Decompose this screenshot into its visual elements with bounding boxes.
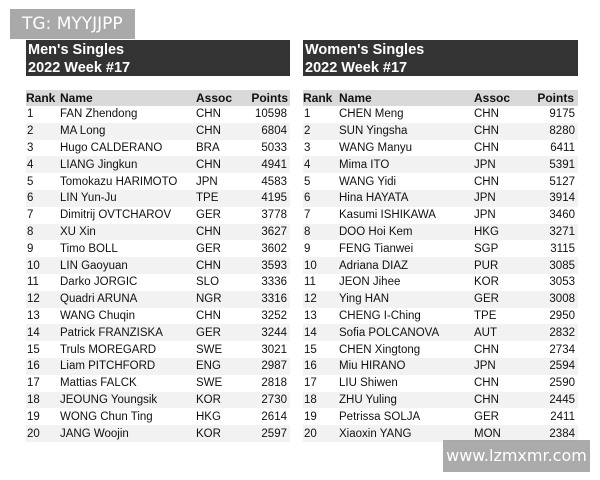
- rank-cell: 9: [304, 242, 311, 255]
- assoc-cell: NGR: [196, 291, 248, 308]
- points-cell: 2950: [549, 309, 575, 322]
- points-cell: 2614: [261, 410, 287, 423]
- col-header-name: Name: [339, 90, 474, 106]
- rank-cell: 4: [26, 156, 60, 173]
- watermark-bottom: www.lzmxmr.com: [443, 440, 590, 472]
- table-row: [26, 140, 290, 157]
- womens-ranking-table: [303, 90, 578, 442]
- player-name-cell: MA Long: [60, 123, 196, 140]
- rank-cell: 2: [26, 123, 60, 140]
- rank-cell: 12: [26, 291, 60, 308]
- assoc-cell: JPN: [474, 209, 496, 222]
- assoc-cell: CHN: [474, 377, 499, 390]
- points-cell: 3627: [248, 224, 290, 241]
- womens-title-line2: 2022 Week #17: [305, 60, 408, 76]
- player-name-cell: Kasumi ISHIKAWA: [339, 209, 436, 222]
- mens-singles-title: [26, 40, 290, 76]
- rank-cell: 16: [26, 358, 60, 375]
- player-name-cell: WONG Chun Ting: [60, 410, 153, 423]
- watermark-top: TG: MYYJJPP: [10, 9, 135, 39]
- player-name-cell: FAN Zhendong: [60, 108, 138, 121]
- rank-cell: 20: [26, 425, 60, 442]
- points-cell: 5391: [530, 156, 578, 173]
- rank-cell: 18: [26, 392, 60, 409]
- points-cell: 2594: [530, 358, 578, 375]
- player-name-cell: Mima ITO: [339, 156, 474, 173]
- rank-cell: 14: [26, 324, 60, 341]
- points-cell: 3316: [248, 291, 290, 308]
- assoc-cell: BRA: [196, 141, 220, 154]
- player-name-cell: Hina HAYATA: [339, 190, 474, 207]
- rank-cell: 12: [303, 291, 339, 308]
- table-row: [303, 341, 578, 358]
- player-name-cell: Dimitrij OVTCHAROV: [60, 209, 172, 222]
- player-name-cell: Darko JORGIC: [60, 276, 138, 289]
- rank-cell: 6: [303, 190, 339, 207]
- rank-cell: 4: [303, 156, 339, 173]
- player-name-cell: CHENG I-Ching: [339, 309, 421, 322]
- player-name-cell: XU Xin: [60, 224, 196, 241]
- points-cell: 2384: [530, 425, 578, 442]
- player-name-cell: ZHU Yuling: [339, 392, 474, 409]
- table-row: [303, 358, 578, 375]
- points-cell: 3008: [530, 291, 578, 308]
- points-cell: 3252: [261, 309, 287, 322]
- assoc-cell: CHN: [196, 156, 248, 173]
- table-row: [26, 224, 290, 241]
- table-row: [26, 207, 290, 224]
- rank-cell: 3: [304, 141, 311, 154]
- player-name-cell: Quadri ARUNA: [60, 291, 196, 308]
- table-row: [26, 156, 290, 173]
- points-cell: 3460: [549, 209, 575, 222]
- player-name-cell: Liam PITCHFORD: [60, 358, 196, 375]
- table-row: [303, 106, 578, 123]
- rank-cell: 5: [304, 175, 311, 188]
- points-cell: 2734: [549, 343, 575, 356]
- player-name-cell: SUN Yingsha: [339, 123, 474, 140]
- assoc-cell: CHN: [196, 123, 248, 140]
- table-row: [26, 408, 290, 425]
- assoc-cell: CHN: [474, 123, 530, 140]
- player-name-cell: FENG Tianwei: [339, 242, 414, 255]
- rank-cell: 17: [304, 377, 317, 390]
- table-row: [26, 240, 290, 257]
- col-header-name: Name: [60, 90, 196, 106]
- points-cell: 3914: [530, 190, 578, 207]
- points-cell: 2411: [550, 410, 575, 423]
- col-header-points: Points: [530, 90, 578, 106]
- assoc-cell: JPN: [474, 156, 530, 173]
- rank-cell: 13: [27, 309, 40, 322]
- player-name-cell: LIANG Jingkun: [60, 156, 196, 173]
- rank-cell: 10: [26, 257, 60, 274]
- points-cell: 3115: [550, 242, 575, 255]
- rank-cell: 18: [303, 392, 339, 409]
- assoc-cell: GER: [474, 291, 530, 308]
- assoc-cell: CHN: [474, 141, 499, 154]
- assoc-cell: KOR: [196, 425, 248, 442]
- assoc-cell: TPE: [474, 309, 497, 322]
- col-header-assoc: Assoc: [196, 90, 248, 106]
- table-row: [303, 324, 578, 341]
- points-cell: 5127: [549, 175, 575, 188]
- player-name-cell: Truls MOREGARD: [60, 343, 157, 356]
- assoc-cell: ENG: [196, 358, 248, 375]
- points-cell: 2730: [248, 392, 290, 409]
- table-row: [303, 156, 578, 173]
- rank-cell: 7: [27, 209, 34, 222]
- assoc-cell: KOR: [474, 276, 499, 289]
- table-row: [303, 207, 578, 224]
- player-name-cell: Tomokazu HARIMOTO: [60, 175, 178, 188]
- assoc-cell: PUR: [474, 257, 530, 274]
- assoc-cell: SWE: [196, 377, 223, 390]
- assoc-cell: CHN: [196, 309, 221, 322]
- player-name-cell: Adriana DIAZ: [339, 257, 474, 274]
- table-row: [303, 173, 578, 190]
- assoc-cell: SLO: [196, 276, 220, 289]
- points-cell: 4583: [261, 175, 287, 188]
- assoc-cell: TPE: [196, 190, 248, 207]
- rank-cell: 8: [303, 224, 339, 241]
- player-name-cell: JEON Jihee: [339, 276, 401, 289]
- table-row: [26, 308, 290, 325]
- mens-ranking-table: [26, 90, 290, 442]
- points-cell: 2818: [261, 377, 287, 390]
- rank-cell: 3: [27, 141, 34, 154]
- player-name-cell: WANG Yidi: [339, 175, 397, 188]
- col-header-points: Points: [248, 90, 290, 106]
- col-header-assoc: Assoc: [474, 90, 530, 106]
- table-row: [26, 123, 290, 140]
- points-cell: 3053: [549, 276, 575, 289]
- assoc-cell: GER: [196, 324, 248, 341]
- assoc-cell: JPN: [474, 358, 530, 375]
- player-name-cell: CHEN Xingtong: [339, 343, 421, 356]
- player-name-cell: Ying HAN: [339, 291, 474, 308]
- rank-cell: 1: [304, 108, 311, 121]
- points-cell: 3336: [261, 276, 287, 289]
- player-name-cell: DOO Hoi Kem: [339, 224, 474, 241]
- col-header-rank: Rank: [303, 90, 339, 106]
- rank-cell: 11: [27, 276, 39, 289]
- points-cell: 5033: [261, 141, 287, 154]
- assoc-cell: AUT: [474, 324, 530, 341]
- points-cell: 3271: [530, 224, 578, 241]
- points-cell: 3021: [261, 343, 287, 356]
- table-row: [303, 291, 578, 308]
- assoc-cell: JPN: [196, 175, 218, 188]
- rank-cell: 10: [303, 257, 339, 274]
- points-cell: 2597: [248, 425, 290, 442]
- assoc-cell: HKG: [474, 224, 530, 241]
- table-row: [26, 341, 290, 358]
- womens-title-line1: Women's Singles: [305, 42, 425, 58]
- assoc-cell: CHN: [474, 392, 530, 409]
- rank-cell: 7: [304, 209, 311, 222]
- rank-cell: 9: [27, 242, 34, 255]
- assoc-cell: KOR: [196, 392, 248, 409]
- player-name-cell: WANG Manyu: [339, 141, 413, 154]
- assoc-cell: CHN: [474, 343, 499, 356]
- points-cell: 3085: [530, 257, 578, 274]
- table-row: [303, 274, 578, 291]
- mens-singles-panel: [26, 40, 290, 442]
- points-cell: 2987: [248, 358, 290, 375]
- points-cell: 3602: [261, 242, 287, 255]
- table-row: [303, 190, 578, 207]
- rank-cell: 2: [303, 123, 339, 140]
- table-row: [303, 140, 578, 157]
- table-row: [303, 408, 578, 425]
- player-name-cell: Hugo CALDERANO: [60, 141, 163, 154]
- rank-cell: 11: [304, 276, 316, 289]
- player-name-cell: JEOUNG Youngsik: [60, 392, 196, 409]
- assoc-cell: JPN: [474, 190, 530, 207]
- player-name-cell: LIN Yun-Ju: [60, 190, 196, 207]
- table-row: [303, 375, 578, 392]
- table-row: [26, 257, 290, 274]
- rank-cell: 20: [303, 425, 339, 442]
- rank-cell: 13: [304, 309, 317, 322]
- player-name-cell: CHEN Meng: [339, 108, 404, 121]
- player-name-cell: LIU Shiwen: [339, 377, 398, 390]
- points-cell: 10598: [255, 108, 287, 121]
- player-name-cell: Miu HIRANO: [339, 358, 474, 375]
- rank-cell: 14: [303, 324, 339, 341]
- assoc-cell: CHN: [196, 224, 248, 241]
- player-name-cell: Mattias FALCK: [60, 377, 137, 390]
- table-row: [26, 324, 290, 341]
- points-cell: 2590: [549, 377, 575, 390]
- table-row: [26, 291, 290, 308]
- player-name-cell: Sofia POLCANOVA: [339, 324, 474, 341]
- points-cell: 6804: [248, 123, 290, 140]
- mens-title-line1: Men's Singles: [28, 42, 125, 58]
- mens-title-line2: 2022 Week #17: [28, 60, 131, 76]
- table-row: [303, 240, 578, 257]
- points-cell: 4195: [248, 190, 290, 207]
- table-row: [303, 224, 578, 241]
- rank-cell: 1: [27, 108, 34, 121]
- table-row: [303, 123, 578, 140]
- points-cell: 3244: [248, 324, 290, 341]
- rank-cell: 6: [26, 190, 60, 207]
- points-cell: 4941: [248, 156, 290, 173]
- table-row: [26, 274, 290, 291]
- table-row: [303, 392, 578, 409]
- table-row: [303, 257, 578, 274]
- rank-cell: 5: [27, 175, 34, 188]
- player-name-cell: LIN Gaoyuan: [60, 257, 196, 274]
- points-cell: 8280: [530, 123, 578, 140]
- rank-cell: 8: [26, 224, 60, 241]
- mens-header-row: [26, 90, 290, 106]
- player-name-cell: JANG Woojin: [60, 425, 196, 442]
- player-name-cell: Patrick FRANZISKA: [60, 324, 196, 341]
- player-name-cell: Xiaoxin YANG: [339, 425, 474, 442]
- table-row: [26, 106, 290, 123]
- assoc-cell: SWE: [196, 343, 223, 356]
- table-row: [26, 173, 290, 190]
- assoc-cell: GER: [196, 209, 221, 222]
- womens-singles-panel: [303, 40, 578, 442]
- points-cell: 2832: [530, 324, 578, 341]
- assoc-cell: MON: [474, 425, 530, 442]
- rank-cell: 15: [27, 343, 40, 356]
- rank-cell: 15: [304, 343, 317, 356]
- points-cell: 3778: [261, 209, 287, 222]
- rank-cell: 19: [27, 410, 40, 423]
- rank-cell: 16: [303, 358, 339, 375]
- table-row: [26, 358, 290, 375]
- assoc-cell: CHN: [196, 108, 221, 121]
- assoc-cell: GER: [196, 242, 221, 255]
- womens-singles-title: [303, 40, 578, 76]
- assoc-cell: SGP: [474, 242, 499, 255]
- assoc-cell: GER: [474, 410, 499, 423]
- assoc-cell: CHN: [474, 175, 499, 188]
- points-cell: 9175: [549, 108, 575, 121]
- assoc-cell: CHN: [196, 257, 248, 274]
- points-cell: 3593: [248, 257, 290, 274]
- table-row: [26, 425, 290, 442]
- assoc-cell: HKG: [196, 410, 221, 423]
- player-name-cell: Petrissa SOLJA: [339, 410, 421, 423]
- table-row: [26, 375, 290, 392]
- table-row: [303, 308, 578, 325]
- rank-cell: 17: [27, 377, 40, 390]
- player-name-cell: Timo BOLL: [60, 242, 118, 255]
- player-name-cell: WANG Chuqin: [60, 309, 135, 322]
- col-header-rank: Rank: [26, 90, 60, 106]
- points-cell: 2445: [530, 392, 578, 409]
- rank-cell: 19: [304, 410, 317, 423]
- womens-header-row: [303, 90, 578, 106]
- assoc-cell: CHN: [474, 108, 499, 121]
- points-cell: 6411: [550, 141, 575, 154]
- table-row: [26, 190, 290, 207]
- table-row: [26, 392, 290, 409]
